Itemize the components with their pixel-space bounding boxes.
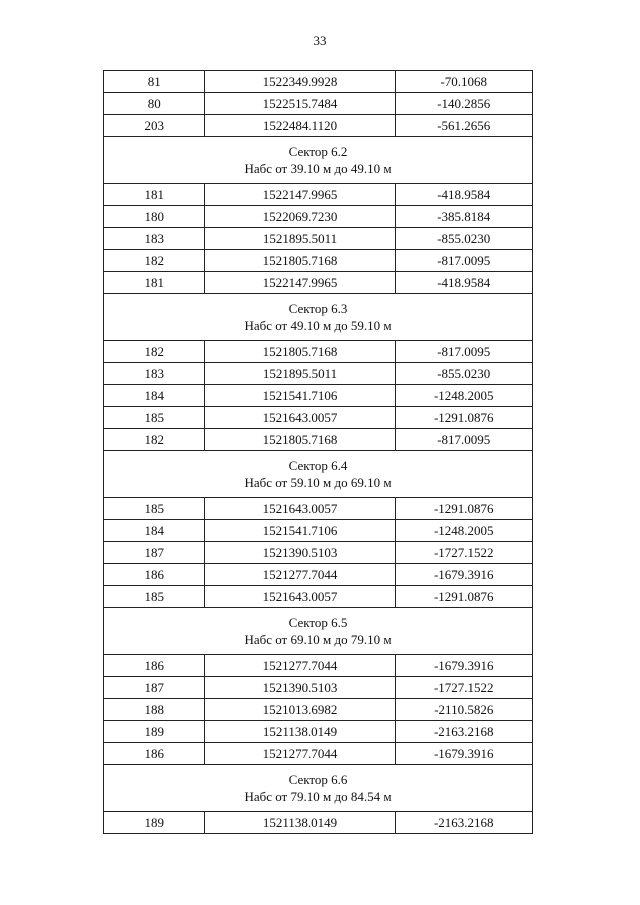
table-row <box>104 341 533 363</box>
x-coordinate-cell: 1522484.1120 <box>205 115 395 137</box>
point-number-cell: 186 <box>104 564 205 586</box>
sector-header-row <box>104 137 533 184</box>
sector-header-cell <box>104 451 533 498</box>
table-row <box>104 115 533 137</box>
table-row <box>104 228 533 250</box>
point-number-cell: 183 <box>104 228 205 250</box>
sector-header-row <box>104 608 533 655</box>
table-row <box>104 206 533 228</box>
x-coordinate-cell: 1521541.7106 <box>205 385 395 407</box>
x-coordinate-cell: 1521805.7168 <box>205 429 395 451</box>
x-coordinate-cell: 1521643.0057 <box>205 586 395 608</box>
point-number-cell: 182 <box>104 250 205 272</box>
x-coordinate-cell: 1522147.9965 <box>205 184 395 206</box>
table-row <box>104 586 533 608</box>
x-coordinate-cell: 1522069.7230 <box>205 206 395 228</box>
x-coordinate-cell: 1521138.0149 <box>205 812 395 834</box>
x-coordinate-cell: 1521013.6982 <box>205 699 395 721</box>
point-number-cell: 185 <box>104 586 205 608</box>
y-coordinate-cell: -385.8184 <box>395 206 532 228</box>
y-coordinate-cell: -2163.2168 <box>395 721 532 743</box>
sector-height-range: Набс от 39.10 м до 49.10 м <box>244 161 392 176</box>
table-row <box>104 429 533 451</box>
y-coordinate-cell: -561.2656 <box>395 115 532 137</box>
sector-height-range: Набс от 69.10 м до 79.10 м <box>244 632 392 647</box>
table-row <box>104 363 533 385</box>
sector-header-row <box>104 765 533 812</box>
table-row <box>104 385 533 407</box>
y-coordinate-cell: -1248.2005 <box>395 520 532 542</box>
point-number-cell: 182 <box>104 429 205 451</box>
sector-height-range: Набс от 59.10 м до 69.10 м <box>244 475 392 490</box>
y-coordinate-cell: -2110.5826 <box>395 699 532 721</box>
table-row <box>104 520 533 542</box>
point-number-cell: 189 <box>104 721 205 743</box>
point-number-cell: 184 <box>104 520 205 542</box>
x-coordinate-cell: 1521805.7168 <box>205 341 395 363</box>
x-coordinate-cell: 1521390.5103 <box>205 677 395 699</box>
sector-header-cell <box>104 608 533 655</box>
point-number-cell: 80 <box>104 93 205 115</box>
sector-header-cell <box>104 765 533 812</box>
y-coordinate-cell: -1679.3916 <box>395 564 532 586</box>
y-coordinate-cell: -1727.1522 <box>395 677 532 699</box>
table-row <box>104 542 533 564</box>
y-coordinate-cell: -1727.1522 <box>395 542 532 564</box>
x-coordinate-cell: 1521643.0057 <box>205 498 395 520</box>
point-number-cell: 203 <box>104 115 205 137</box>
y-coordinate-cell: -817.0095 <box>395 250 532 272</box>
page-number: 33 <box>313 33 327 48</box>
x-coordinate-cell: 1521643.0057 <box>205 407 395 429</box>
table-row <box>104 564 533 586</box>
table-row <box>104 655 533 677</box>
y-coordinate-cell: -855.0230 <box>395 363 532 385</box>
sector-height-range: Набс от 79.10 м до 84.54 м <box>244 789 392 804</box>
y-coordinate-cell: -418.9584 <box>395 184 532 206</box>
point-number-cell: 181 <box>104 184 205 206</box>
x-coordinate-cell: 1521895.5011 <box>205 363 395 385</box>
sector-header-cell <box>104 137 533 184</box>
point-number-cell: 182 <box>104 341 205 363</box>
y-coordinate-cell: -418.9584 <box>395 272 532 294</box>
x-coordinate-cell: 1521541.7106 <box>205 520 395 542</box>
point-number-cell: 185 <box>104 498 205 520</box>
table-row <box>104 677 533 699</box>
table-row <box>104 250 533 272</box>
table-row <box>104 184 533 206</box>
x-coordinate-cell: 1521390.5103 <box>205 542 395 564</box>
sector-title: Сектор 6.6 <box>288 772 348 787</box>
point-number-cell: 186 <box>104 743 205 765</box>
sector-height-range: Набс от 49.10 м до 59.10 м <box>244 318 392 333</box>
x-coordinate-cell: 1522349.9928 <box>205 71 395 93</box>
sector-title: Сектор 6.2 <box>288 144 348 159</box>
x-coordinate-cell: 1521277.7044 <box>205 743 395 765</box>
table-row <box>104 699 533 721</box>
y-coordinate-cell: -2163.2168 <box>395 812 532 834</box>
point-number-cell: 187 <box>104 542 205 564</box>
y-coordinate-cell: -1679.3916 <box>395 655 532 677</box>
point-number-cell: 185 <box>104 407 205 429</box>
sector-title: Сектор 6.3 <box>288 301 348 316</box>
y-coordinate-cell: -70.1068 <box>395 71 532 93</box>
table-row <box>104 93 533 115</box>
point-number-cell: 189 <box>104 812 205 834</box>
y-coordinate-cell: -817.0095 <box>395 341 532 363</box>
coordinates-table-body <box>104 71 533 834</box>
x-coordinate-cell: 1521277.7044 <box>205 655 395 677</box>
point-number-cell: 187 <box>104 677 205 699</box>
x-coordinate-cell: 1522147.9965 <box>205 272 395 294</box>
sector-header-row <box>104 294 533 341</box>
y-coordinate-cell: -140.2856 <box>395 93 532 115</box>
point-number-cell: 180 <box>104 206 205 228</box>
x-coordinate-cell: 1521277.7044 <box>205 564 395 586</box>
table-row <box>104 272 533 294</box>
x-coordinate-cell: 1521805.7168 <box>205 250 395 272</box>
coordinates-table <box>103 70 533 834</box>
table-row <box>104 498 533 520</box>
point-number-cell: 183 <box>104 363 205 385</box>
sector-header-cell <box>104 294 533 341</box>
x-coordinate-cell: 1521138.0149 <box>205 721 395 743</box>
y-coordinate-cell: -855.0230 <box>395 228 532 250</box>
table-row <box>104 71 533 93</box>
sector-title: Сектор 6.5 <box>288 615 348 630</box>
table-row <box>104 812 533 834</box>
y-coordinate-cell: -1291.0876 <box>395 586 532 608</box>
point-number-cell: 188 <box>104 699 205 721</box>
point-number-cell: 181 <box>104 272 205 294</box>
y-coordinate-cell: -1248.2005 <box>395 385 532 407</box>
y-coordinate-cell: -1679.3916 <box>395 743 532 765</box>
y-coordinate-cell: -1291.0876 <box>395 498 532 520</box>
table-row <box>104 407 533 429</box>
table-row <box>104 721 533 743</box>
y-coordinate-cell: -1291.0876 <box>395 407 532 429</box>
sector-title: Сектор 6.4 <box>288 458 348 473</box>
table-row <box>104 743 533 765</box>
point-number-cell: 81 <box>104 71 205 93</box>
point-number-cell: 186 <box>104 655 205 677</box>
point-number-cell: 184 <box>104 385 205 407</box>
sector-header-row <box>104 451 533 498</box>
x-coordinate-cell: 1522515.7484 <box>205 93 395 115</box>
x-coordinate-cell: 1521895.5011 <box>205 228 395 250</box>
y-coordinate-cell: -817.0095 <box>395 429 532 451</box>
